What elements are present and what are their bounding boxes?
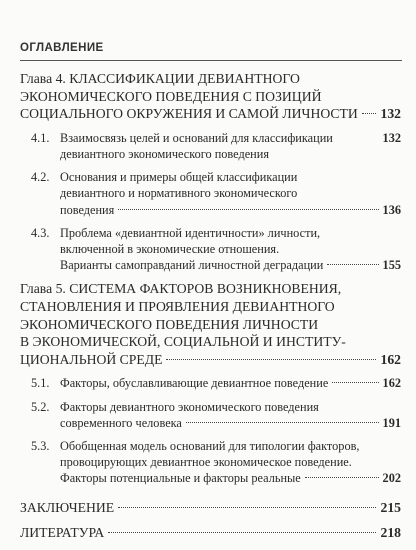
dot-leader	[108, 532, 376, 533]
dot-leader	[118, 209, 378, 210]
dot-leader	[362, 113, 377, 114]
section-title-line: Обобщенная модель оснований для типологии факторов,	[60, 438, 360, 453]
section-number: 4.3.	[31, 225, 50, 240]
chapter-title-line: Глава 5. СИСТЕМА ФАКТОРОВ ВОЗНИКНОВЕНИЯ,	[20, 281, 342, 297]
page-number: 136	[382, 202, 401, 217]
toc-chapter-5[interactable]	[20, 280, 401, 368]
dot-leader	[166, 359, 376, 360]
literature-label: ЛИТЕРАТУРА	[20, 525, 105, 541]
section-title-line: Варианты самоправданий личностной деградации	[60, 258, 324, 273]
section-number: 5.3.	[31, 438, 50, 453]
dot-leader	[305, 477, 379, 478]
chapter-title-line: СОЦИАЛЬНОГО ОКРУЖЕНИЯ И САМОЙ ЛИЧНОСТИ	[20, 106, 358, 122]
page-number: 162	[380, 351, 401, 367]
toc-chapter-4[interactable]	[20, 70, 401, 123]
section-title-line: девиантного и нормативного экономического	[60, 186, 298, 201]
section-number: 5.2.	[31, 399, 50, 414]
toc-conclusion[interactable]	[20, 499, 401, 517]
page-header: ОГЛАВЛЕНИЕ	[20, 42, 104, 54]
section-title-line: Факторы, обуславливающие девиантное поведение	[60, 376, 329, 391]
section-title-line: современного человека	[60, 415, 182, 430]
section-title-line: Взаимосвязь целей и оснований для классификации	[60, 130, 333, 145]
conclusion-label: ЗАКЛЮЧЕНИЕ	[20, 499, 115, 515]
chapter-title-line: СТАНОВЛЕНИЯ И ПРОЯВЛЕНИЯ ДЕВИАНТНОГО	[20, 299, 335, 314]
chapter-title-line: В ЭКОНОМИЧЕСКОЙ, СОЦИАЛЬНОЙ И ИНСТИТУ-	[20, 334, 346, 350]
page-number: 191	[382, 415, 401, 430]
toc-literature[interactable]	[20, 524, 401, 542]
header-rule	[20, 60, 402, 61]
section-number: 4.2.	[31, 170, 50, 185]
chapter-title-line: Глава 4. КЛАССИФИКАЦИИ ДЕВИАНТНОГО	[20, 71, 300, 86]
chapter-title-line: ЭКОНОМИЧЕСКОГО ПОВЕДЕНИЯ С ПОЗИЦИЙ	[20, 88, 322, 104]
table-of-contents	[20, 70, 401, 542]
section-title-line: девиантного экономического поведения	[60, 146, 269, 161]
chapter-title-line: ЦИОНАЛЬНОЙ СРЕДЕ	[20, 351, 163, 367]
toc-entry-4-2[interactable]	[31, 169, 401, 218]
section-title-line: Проблема «девиантной идентичности» личности,	[60, 225, 321, 240]
section-title-line: Факторы девиантного экономического поведения	[60, 399, 319, 414]
toc-entry-4-3[interactable]	[31, 225, 401, 274]
toc-entry-5-3[interactable]	[31, 438, 401, 487]
dot-leader	[332, 382, 378, 383]
page-number: 132	[380, 106, 401, 122]
section-number: 5.1.	[31, 376, 50, 391]
section-number: 4.1.	[31, 130, 50, 145]
page-number: 202	[382, 471, 401, 486]
dot-leader	[118, 507, 376, 508]
page-number: 155	[382, 258, 401, 273]
toc-entry-5-2[interactable]	[31, 399, 401, 431]
toc-entry-4-1[interactable]	[31, 130, 401, 162]
section-title-line: Факторы потенциальные и факторы реальные	[60, 471, 301, 486]
page-number: 132	[382, 130, 401, 145]
chapter-title-line: ЭКОНОМИЧЕСКОГО ПОВЕДЕНИЯ ЛИЧНОСТИ	[20, 316, 319, 332]
section-title-line: поведения	[60, 202, 115, 217]
page-number: 215	[380, 499, 401, 515]
section-title-line: провоцирующих девиантное экономическое поведение.	[60, 455, 352, 470]
toc-entry-5-1[interactable]	[31, 375, 401, 391]
page-number: 162	[382, 376, 401, 391]
page-number: 218	[380, 525, 401, 541]
dot-leader	[327, 264, 378, 265]
dot-leader	[186, 422, 379, 423]
section-title-line: Основания и примеры общей классификации	[60, 170, 298, 185]
section-title-line: включенной в экономические отношения.	[60, 242, 280, 256]
